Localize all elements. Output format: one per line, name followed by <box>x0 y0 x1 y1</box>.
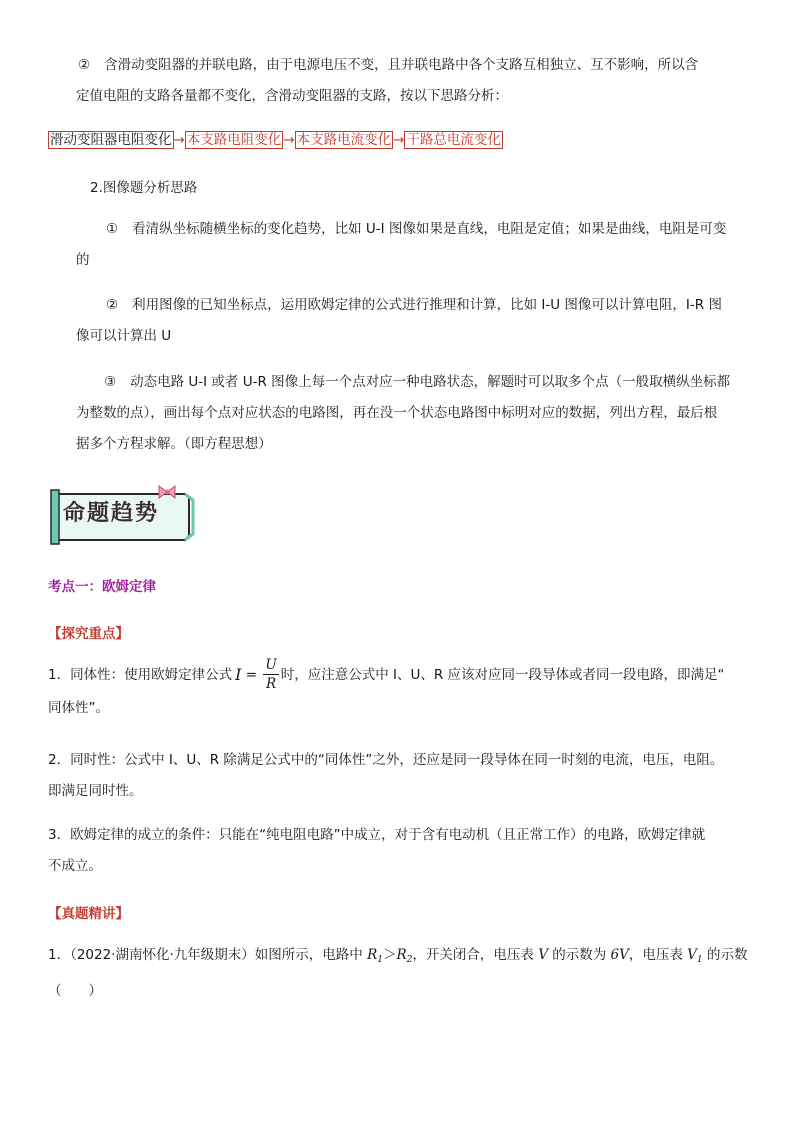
symbol-greater: ＞ <box>382 947 397 963</box>
question-text: ，电压表 <box>628 947 688 963</box>
paragraph-line: 即满足同时性。 <box>48 783 143 799</box>
symbol-r2: R <box>396 947 407 963</box>
value-6v: 6V <box>610 947 629 963</box>
circle-number-3: ③ <box>104 374 117 390</box>
test-point-title: 考点一：欧姆定律 <box>48 579 156 595</box>
paragraph-text: 1．同体性：使用欧姆定律公式 <box>48 666 233 683</box>
flow-arrow-icon: → <box>283 132 295 148</box>
flow-step-4: 干路总电流变化 <box>406 132 501 148</box>
paragraph-item-3 <box>76 367 766 460</box>
paragraph-line: 定值电阻的支路各量都不变化，含滑动变阻器的支路，按以下思路分析： <box>76 88 508 104</box>
question-text: 的示数 <box>702 947 748 963</box>
flow-step-3: 本支路电流变化 <box>296 132 392 148</box>
question-text: 1．（2022·湖南怀化·九年级期末）如图所示，电路中 <box>48 947 368 963</box>
paragraph-conditions <box>48 820 768 882</box>
flow-step-1: 滑动变阻器电阻变化 <box>50 132 172 148</box>
paragraph-parallel-circuit <box>48 50 748 112</box>
formula-resistance: R <box>265 676 277 692</box>
paragraph-line: 含滑动变阻器的并联电路，由于电源电压不变，且并联电路中各个支路互相独立、互不影响，所以含 <box>104 57 699 73</box>
paragraph-line: 的 <box>76 252 90 268</box>
flow-arrow-icon: → <box>393 132 405 148</box>
symbol-sub: 2 <box>406 955 413 965</box>
paragraph-consistency <box>48 656 758 723</box>
section-banner <box>47 484 197 548</box>
paragraph-line: 为整数的点），画出每个点对应状态的电路图，再在没一个状态电路图中标明对应的数据，列出方程，最后根 <box>76 405 718 421</box>
formula-equals: = <box>241 666 262 683</box>
circle-number-2: ② <box>106 297 119 313</box>
formula-voltage: U <box>265 657 277 673</box>
paragraph-line: 像可以计算出 U <box>76 328 172 344</box>
formula-current: I <box>235 664 242 684</box>
question-line <box>48 940 768 976</box>
paragraph-line: 3．欧姆定律的成立的条件：只能在“纯电阻电路”中成立，对于含有电动机（且正常工作）的电路，欧姆定律就 <box>48 827 706 843</box>
paragraph-line: 2．同时性：公式中 I、U、R 除满足公式中的“同体性”之外，还应是同一段导体在同一时刻的电流，电压，电阻。 <box>48 752 724 768</box>
symbol-r1: R <box>367 947 378 963</box>
paragraph-line: 看清纵坐标随横坐标的变化趋势，比如 U-I 图像如果是直线，电阻是定值；如果是曲线，电阻是可变 <box>132 221 727 237</box>
question-text: 的示数为 <box>547 947 611 963</box>
symbol-v: V <box>538 947 548 963</box>
question-text: ，开关闭合，电压表 <box>412 947 539 963</box>
flow-arrow-icon: → <box>173 132 185 148</box>
paragraph-line: 同体性”。 <box>48 700 109 716</box>
analysis-flow <box>48 130 503 150</box>
symbol-sub: 1 <box>377 955 383 965</box>
paragraph-item-1 <box>76 214 756 276</box>
explore-key-heading: 【探究重点】 <box>48 626 129 642</box>
circle-number-2: ② <box>78 57 91 73</box>
paragraph-simultaneity <box>48 745 768 807</box>
formula-fraction <box>263 656 278 693</box>
paragraph-line: 利用图像的已知坐标点，运用欧姆定律的公式进行推理和计算，比如 I-U 图像可以计算电阻，I-R 图 <box>132 297 722 313</box>
paragraph-line: 动态电路 U-I 或者 U-R 图像上每一个点对应一种电路状态，解题时可以取多个点（一般取横纵坐标都 <box>130 374 731 390</box>
symbol-sub: 1 <box>696 955 703 965</box>
banner-title: 命题趋势 <box>63 500 160 526</box>
heading-graph-analysis: 2.图像题分析思路 <box>90 180 198 196</box>
circle-number-1: ① <box>106 221 119 237</box>
symbol-v1: V <box>687 947 697 963</box>
real-questions-heading: 【真题精讲】 <box>48 906 129 922</box>
question-1 <box>48 940 768 1007</box>
paragraph-text: 时，应注意公式中 I、U、R 应该对应同一段导体或者同一段电路，即满足“ <box>280 666 725 683</box>
paragraph-line: 据多个方程求解。（即方程思想） <box>76 436 272 452</box>
flow-step-2: 本支路电阻变化 <box>186 132 282 148</box>
paragraph-item-2 <box>76 290 756 352</box>
paragraph-line: 不成立。 <box>48 858 102 874</box>
answer-blank: （ ） <box>48 983 102 999</box>
